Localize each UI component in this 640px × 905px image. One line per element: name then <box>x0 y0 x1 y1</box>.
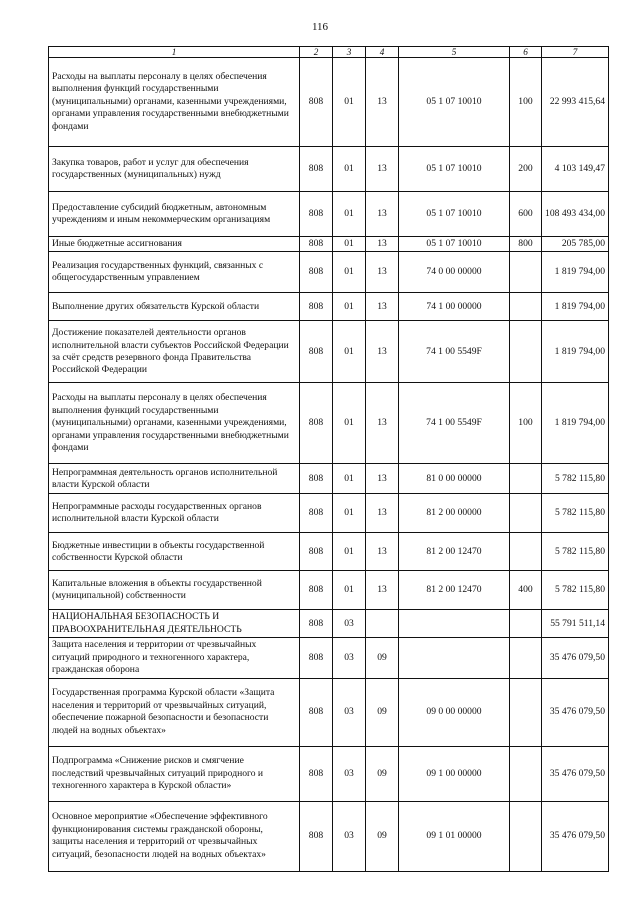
row-section: 01 <box>333 571 366 610</box>
row-expense-type <box>510 252 542 293</box>
row-amount: 5 782 115,80 <box>542 571 609 610</box>
row-name: Защита населения и территории от чрезвычайных ситуаций природного и техногенного характера, гражданская оборона <box>49 638 300 678</box>
table-row <box>49 293 609 321</box>
row-name: НАЦИОНАЛЬНАЯ БЕЗОПАСНОСТЬ И ПРАВООХРАНИТЕЛЬНАЯ ДЕЯТЕЛЬНОСТЬ <box>49 610 300 638</box>
header-col-3: 3 <box>333 47 366 58</box>
row-section: 01 <box>333 494 366 533</box>
row-amount: 1 819 794,00 <box>542 321 609 383</box>
header-col-4: 4 <box>366 47 399 58</box>
row-subsection: 13 <box>366 252 399 293</box>
row-amount: 108 493 434,00 <box>542 192 609 237</box>
row-code: 808 <box>300 678 333 746</box>
row-subsection: 13 <box>366 321 399 383</box>
row-code: 808 <box>300 252 333 293</box>
row-section: 01 <box>333 383 366 464</box>
row-name: Основное мероприятие «Обеспечение эффективного функционирования системы гражданской обороны, защиты населения и территорий от чрезвычайных ситуаций, безопасности людей на водных объектах» <box>49 801 300 871</box>
table-row <box>49 746 609 801</box>
row-section: 01 <box>333 321 366 383</box>
row-code: 808 <box>300 610 333 638</box>
row-amount: 22 993 415,64 <box>542 58 609 147</box>
row-code: 808 <box>300 494 333 533</box>
row-amount: 35 476 079,50 <box>542 638 609 678</box>
row-subsection: 13 <box>366 383 399 464</box>
row-amount: 5 782 115,80 <box>542 494 609 533</box>
row-code: 808 <box>300 192 333 237</box>
row-name: Расходы на выплаты персоналу в целях обеспечения выполнения функций государственными (муниципальными) органами, казенными учреждениями, органами управления государственными внебюджетными фондами <box>49 58 300 147</box>
row-target-article: 81 0 00 00000 <box>399 464 510 494</box>
row-subsection: 13 <box>366 494 399 533</box>
table-row <box>49 58 609 147</box>
row-section: 03 <box>333 638 366 678</box>
row-code: 808 <box>300 383 333 464</box>
row-code: 808 <box>300 801 333 871</box>
row-subsection: 13 <box>366 192 399 237</box>
row-name: Подпрограмма «Снижение рисков и смягчение последствий чрезвычайных ситуаций природного и техногенного характера в Курской области» <box>49 746 300 801</box>
row-amount: 35 476 079,50 <box>542 746 609 801</box>
row-target-article: 05 1 07 10010 <box>399 192 510 237</box>
row-target-article: 09 1 00 00000 <box>399 746 510 801</box>
row-target-article <box>399 638 510 678</box>
row-expense-type: 100 <box>510 383 542 464</box>
row-section: 03 <box>333 610 366 638</box>
row-name: Государственная программа Курской области «Защита населения и территорий от чрезвычайных ситуаций, обеспечение пожарной безопасности и безопасности людей на водных объектах» <box>49 678 300 746</box>
row-code: 808 <box>300 58 333 147</box>
row-subsection: 13 <box>366 571 399 610</box>
row-name: Бюджетные инвестиции в объекты государственной собственности Курской области <box>49 533 300 571</box>
row-section: 03 <box>333 746 366 801</box>
page-number: 116 <box>311 21 329 33</box>
row-subsection <box>366 610 399 638</box>
row-amount: 35 476 079,50 <box>542 801 609 871</box>
row-subsection: 09 <box>366 801 399 871</box>
row-amount: 1 819 794,00 <box>542 252 609 293</box>
row-code: 808 <box>300 321 333 383</box>
row-expense-type <box>510 801 542 871</box>
row-code: 808 <box>300 464 333 494</box>
row-section: 03 <box>333 678 366 746</box>
row-subsection: 13 <box>366 293 399 321</box>
row-target-article: 74 1 00 5549F <box>399 383 510 464</box>
row-code: 808 <box>300 237 333 252</box>
row-expense-type: 100 <box>510 58 542 147</box>
table-row <box>49 678 609 746</box>
row-name: Капитальные вложения в объекты государственной (муниципальной) собственности <box>49 571 300 610</box>
header-col-1: 1 <box>49 47 300 58</box>
table-header-row <box>49 47 609 58</box>
table-row <box>49 801 609 871</box>
row-expense-type <box>510 293 542 321</box>
row-code: 808 <box>300 746 333 801</box>
row-target-article: 81 2 00 12470 <box>399 533 510 571</box>
row-name: Непрограммные расходы государственных органов исполнительной власти Курской области <box>49 494 300 533</box>
row-name: Предоставление субсидий бюджетным, автономным учреждениям и иным некоммерческим организациям <box>49 192 300 237</box>
row-subsection: 09 <box>366 746 399 801</box>
row-amount: 205 785,00 <box>542 237 609 252</box>
row-expense-type <box>510 678 542 746</box>
row-section: 01 <box>333 293 366 321</box>
table-row <box>49 383 609 464</box>
row-subsection: 09 <box>366 678 399 746</box>
header-col-2: 2 <box>300 47 333 58</box>
row-subsection: 13 <box>366 533 399 571</box>
row-subsection: 13 <box>366 237 399 252</box>
table-row <box>49 252 609 293</box>
row-target-article: 09 1 01 00000 <box>399 801 510 871</box>
row-amount: 35 476 079,50 <box>542 678 609 746</box>
table-row <box>49 571 609 610</box>
row-section: 01 <box>333 192 366 237</box>
header-col-6: 6 <box>510 47 542 58</box>
row-code: 808 <box>300 571 333 610</box>
row-name: Закупка товаров, работ и услуг для обеспечения государственных (муниципальных) нужд <box>49 147 300 192</box>
header-col-7: 7 <box>542 47 609 58</box>
table-row <box>49 494 609 533</box>
row-target-article: 74 0 00 00000 <box>399 252 510 293</box>
row-subsection: 13 <box>366 464 399 494</box>
row-name: Иные бюджетные ассигнования <box>49 237 300 252</box>
budget-table <box>48 46 609 872</box>
row-target-article: 74 1 00 5549F <box>399 321 510 383</box>
row-name: Реализация государственных функций, связанных с общегосударственным управлением <box>49 252 300 293</box>
row-expense-type <box>510 494 542 533</box>
row-expense-type: 600 <box>510 192 542 237</box>
row-target-article: 05 1 07 10010 <box>399 147 510 192</box>
row-code: 808 <box>300 533 333 571</box>
row-amount: 55 791 511,14 <box>542 610 609 638</box>
table-row <box>49 237 609 252</box>
row-section: 01 <box>333 252 366 293</box>
row-amount: 1 819 794,00 <box>542 383 609 464</box>
row-target-article <box>399 610 510 638</box>
table-row <box>49 321 609 383</box>
row-amount: 4 103 149,47 <box>542 147 609 192</box>
row-code: 808 <box>300 147 333 192</box>
row-expense-type <box>510 464 542 494</box>
row-expense-type <box>510 610 542 638</box>
row-amount: 5 782 115,80 <box>542 464 609 494</box>
row-target-article: 05 1 07 10010 <box>399 237 510 252</box>
table-row <box>49 192 609 237</box>
row-subsection: 13 <box>366 147 399 192</box>
row-expense-type <box>510 321 542 383</box>
row-expense-type: 800 <box>510 237 542 252</box>
row-target-article: 09 0 00 00000 <box>399 678 510 746</box>
row-section: 01 <box>333 464 366 494</box>
row-expense-type: 400 <box>510 571 542 610</box>
header-col-5: 5 <box>399 47 510 58</box>
row-amount: 1 819 794,00 <box>542 293 609 321</box>
row-section: 01 <box>333 58 366 147</box>
row-target-article: 81 2 00 00000 <box>399 494 510 533</box>
row-name: Непрограммная деятельность органов исполнительной власти Курской области <box>49 464 300 494</box>
row-subsection: 09 <box>366 638 399 678</box>
table-row <box>49 638 609 678</box>
row-subsection: 13 <box>366 58 399 147</box>
table-row <box>49 533 609 571</box>
row-target-article: 05 1 07 10010 <box>399 58 510 147</box>
row-expense-type: 200 <box>510 147 542 192</box>
row-code: 808 <box>300 293 333 321</box>
row-target-article: 81 2 00 12470 <box>399 571 510 610</box>
table-row <box>49 147 609 192</box>
row-section: 01 <box>333 533 366 571</box>
row-expense-type <box>510 533 542 571</box>
row-section: 01 <box>333 237 366 252</box>
row-section: 03 <box>333 801 366 871</box>
row-expense-type <box>510 746 542 801</box>
table-row <box>49 610 609 638</box>
row-name: Расходы на выплаты персоналу в целях обеспечения выполнения функций государственными (муниципальными) органами, казенными учреждениями, органами управления государственными внебюджетными фондами <box>49 383 300 464</box>
row-name: Достижение показателей деятельности органов исполнительной власти субъектов Российской Федерации за счёт средств резервного фонда Правительства Российской Федерации <box>49 321 300 383</box>
row-code: 808 <box>300 638 333 678</box>
row-amount: 5 782 115,80 <box>542 533 609 571</box>
row-target-article: 74 1 00 00000 <box>399 293 510 321</box>
row-name: Выполнение других обязательств Курской области <box>49 293 300 321</box>
row-section: 01 <box>333 147 366 192</box>
row-expense-type <box>510 638 542 678</box>
table-row <box>49 464 609 494</box>
